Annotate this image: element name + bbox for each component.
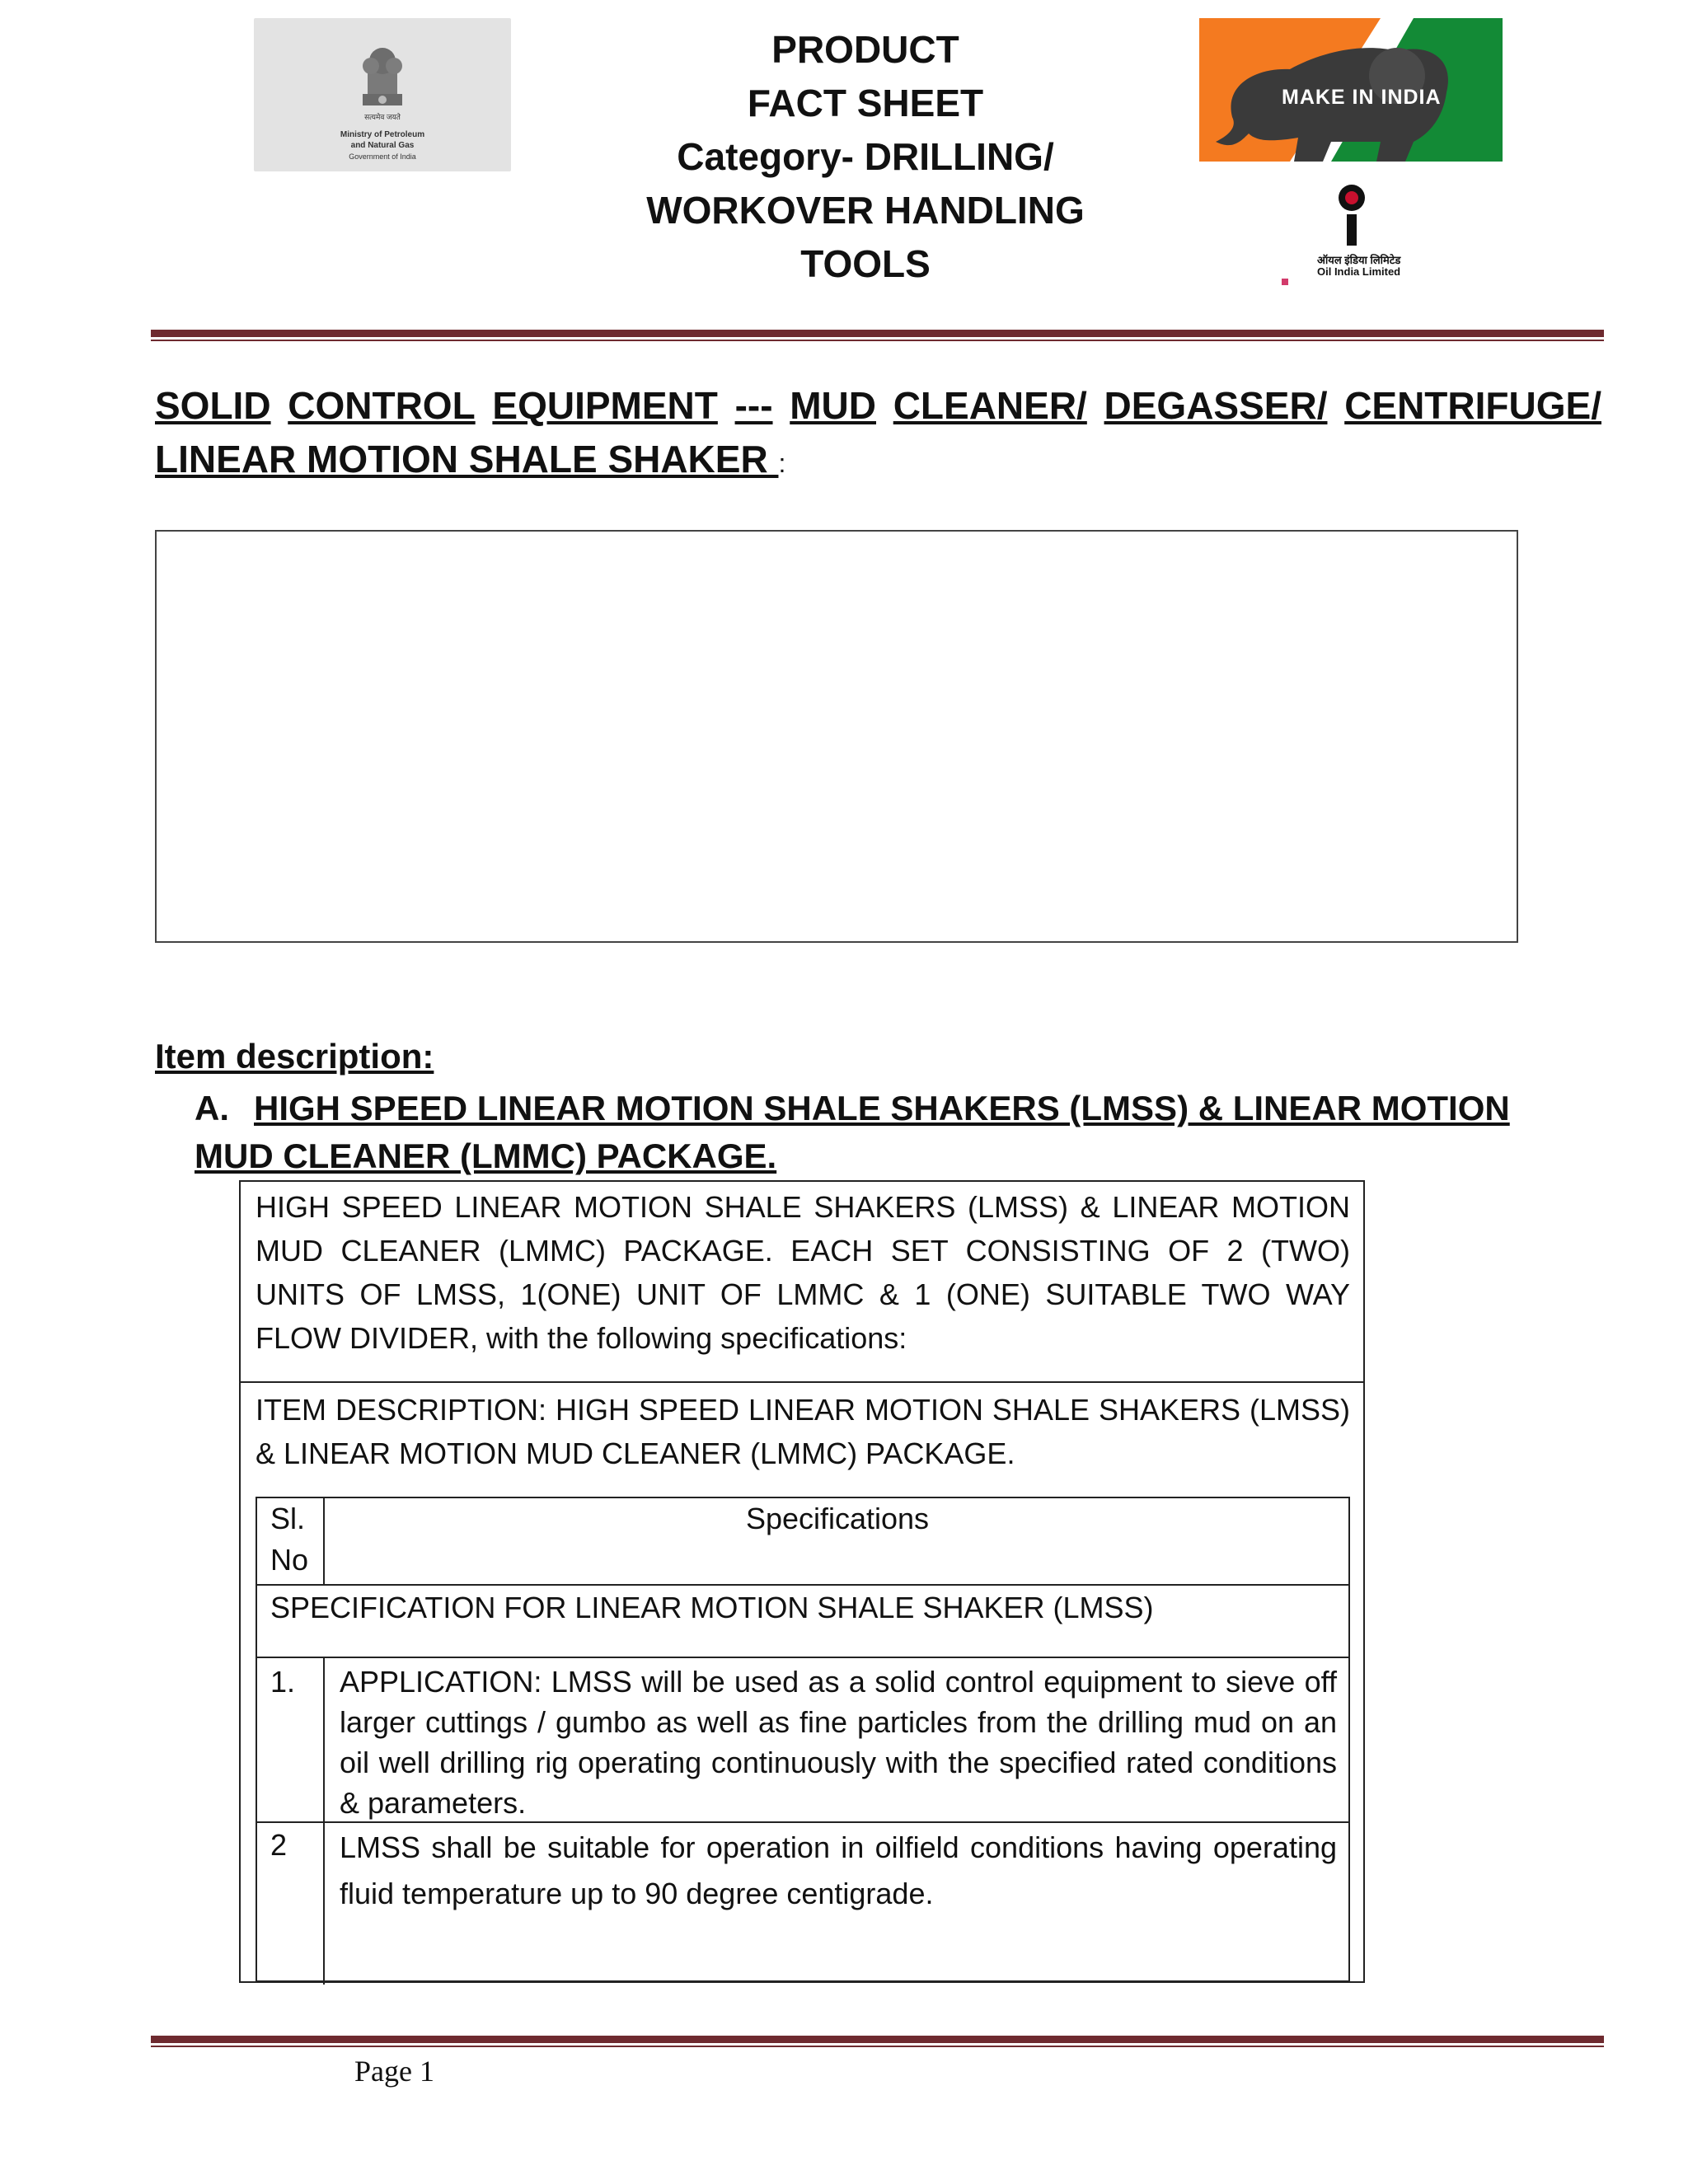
footer-rule xyxy=(151,2036,1604,2043)
table-section-row: SPECIFICATION FOR LINEAR MOTION SHALE SHAKER (LMSS) xyxy=(270,1591,1154,1624)
title-word: --- xyxy=(734,384,773,427)
section-title xyxy=(155,379,1601,490)
title-word: SOLID xyxy=(155,384,271,427)
section-title-line2 xyxy=(155,433,1601,490)
table-row-sl: 1. xyxy=(270,1665,296,1699)
page-title xyxy=(577,23,1154,291)
title-line2-text: LINEAR MOTION SHALE SHAKER xyxy=(155,438,779,480)
title-word: CENTRIFUGE/ xyxy=(1344,384,1601,427)
title-word: CONTROL xyxy=(288,384,476,427)
title-line: PRODUCT xyxy=(771,28,959,71)
description-paragraph: HIGH SPEED LINEAR MOTION SHALE SHAKERS (LMSS) & LINEAR MOTION MUD CLEANER (LMMC) PACKAGE. EACH SET CONSISTING OF 2 (TWO) UNITS OF LMSS, 1(ONE) UNIT OF LMMC & 1 (ONE) SUITABLE TWO WAY FLOW DIVIDER, with the following specifications: xyxy=(256,1190,1350,1355)
footer-rule-thin xyxy=(151,2046,1604,2047)
oil-india-hindi: ऑयल इंडिया लिमिटेड xyxy=(1317,254,1401,266)
title-line: FACT SHEET xyxy=(747,82,984,124)
header-rule xyxy=(151,330,1604,337)
mopng-logo xyxy=(254,18,511,171)
ministry-name-line1: Ministry of Petroleum xyxy=(340,130,425,139)
specifications-table xyxy=(256,1497,1350,1983)
table-row-text: LMSS shall be suitable for operation in oilfield conditions having operating fluid temperature up to 90 degree centigrade. xyxy=(340,1830,1337,1910)
make-in-india-text: MAKE IN INDIA xyxy=(1282,86,1442,109)
oil-india-logo xyxy=(1311,183,1409,290)
title-line: Category- DRILLING/ xyxy=(677,135,1054,178)
product-image-frame xyxy=(155,530,1518,943)
national-emblem-icon xyxy=(358,36,407,112)
page-number: Page 1 xyxy=(354,2055,434,2088)
description-box xyxy=(239,1180,1365,1983)
table-header-spec: Specifications xyxy=(745,1502,930,1535)
title-word: DEGASSER/ xyxy=(1104,384,1328,427)
emblem-motto: सत्यमेव जयते xyxy=(364,113,401,121)
title-colon: : xyxy=(778,448,786,478)
decorative-dot xyxy=(1282,279,1288,285)
table-row-text: APPLICATION: LMSS will be used as a solid control equipment to sieve off larger cuttings / gumbo as well as fine particles from the drilling mud on an oil well drilling rig operating continuously with the specified rated conditions & parameters. xyxy=(340,1665,1337,1820)
title-word: CLEANER/ xyxy=(893,384,1087,427)
item-description-paragraph: ITEM DESCRIPTION: HIGH SPEED LINEAR MOTION SHALE SHAKERS (LMSS) & LINEAR MOTION MUD CLEANER (LMMC) PACKAGE. xyxy=(256,1393,1350,1470)
item-description-label: Item description: xyxy=(155,1037,434,1076)
title-line: WORKOVER HANDLING xyxy=(646,189,1085,232)
table-header-sl: Sl. No xyxy=(270,1502,309,1577)
table-row-sl: 2 xyxy=(270,1828,288,1862)
title-word: EQUIPMENT xyxy=(492,384,718,427)
table-hline xyxy=(257,1584,1348,1586)
table-hline xyxy=(257,1821,1348,1823)
oil-india-english: Oil India Limited xyxy=(1317,265,1401,278)
ministry-government: Government of India xyxy=(349,152,416,161)
section-title-line1 xyxy=(155,379,1601,433)
oil-india-icon xyxy=(1327,183,1376,249)
subsection-letter: A. xyxy=(195,1089,229,1127)
ministry-name-line2: and Natural Gas xyxy=(350,141,415,150)
title-line: TOOLS xyxy=(800,242,931,285)
make-in-india-logo xyxy=(1199,18,1503,162)
subsection-heading xyxy=(195,1085,1513,1180)
table-hline xyxy=(257,1657,1348,1658)
subsection-title: HIGH SPEED LINEAR MOTION SHALE SHAKERS (LMSS) & LINEAR MOTION MUD CLEANER (LMMC) PACKAGE. xyxy=(195,1089,1510,1175)
title-word: MUD xyxy=(790,384,876,427)
header-rule-thin xyxy=(151,340,1604,341)
box-divider xyxy=(241,1381,1363,1383)
